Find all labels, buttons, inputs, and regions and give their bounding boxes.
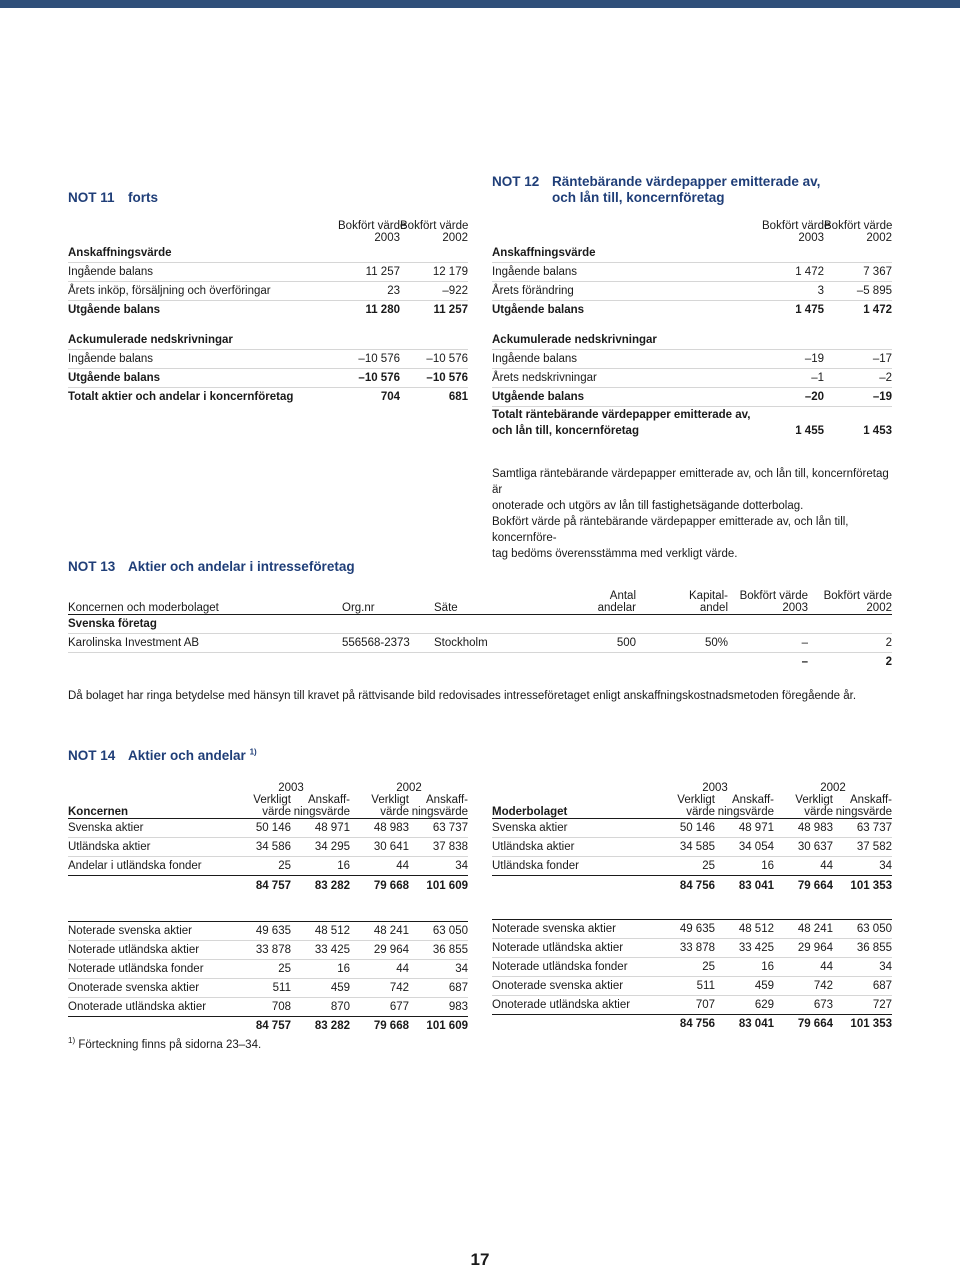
table-row: Onoterade utländska aktier 708 870 677 983 — [68, 998, 468, 1017]
paragraph-line: Bokfört värde på räntebärande värdepapper emitterade av, och lån till, koncernföre- — [492, 516, 849, 544]
col-header: Bokfört värde — [739, 590, 808, 602]
note12-title — [492, 174, 820, 206]
table-row: Utgående balans –20 –19 — [492, 388, 892, 407]
table-row: och lån till, koncernföretag 1 455 1 453 — [492, 425, 892, 437]
col-header: värde — [686, 806, 715, 818]
col-header: Verkligt — [253, 794, 291, 806]
note12-number: NOT 12 — [492, 174, 540, 189]
table-row: Årets nedskrivningar –1 –2 — [492, 369, 892, 388]
col-header: andelar — [597, 602, 636, 614]
note12-description — [492, 466, 892, 562]
table-row: Utgående balans –10 576 –10 576 — [68, 369, 468, 388]
col-header: Anskaff- — [732, 794, 774, 806]
page-number: 17 — [470, 1250, 490, 1269]
note14-koncernen-table — [68, 782, 468, 1053]
footnote-mark: 1) — [68, 1036, 76, 1046]
col-year: 2003 — [374, 232, 400, 244]
table-row: Årets inköp, försäljning och överföringar 23 –922 — [68, 282, 468, 301]
note13-number: NOT 13 — [68, 559, 116, 574]
col-header: Org.nr — [342, 602, 375, 614]
note14-title-sup: 1) — [249, 747, 257, 757]
col-header: Bokfört värde — [824, 220, 893, 232]
table-row: Ingående balans 1 472 7 367 — [492, 263, 892, 282]
col-header: 2003 — [782, 602, 808, 614]
table-row: Noterade utländska fonder 25 16 44 34 — [68, 960, 468, 979]
table-row: Karolinska Investment AB 556568-2373 Stockholm 500 50% – 2 — [68, 634, 892, 653]
table-row: Svenska aktier 50 146 48 971 48 983 63 737 — [68, 819, 468, 838]
note11-title — [68, 190, 158, 206]
table-row: – 2 — [801, 656, 892, 668]
col-header: andel — [699, 602, 728, 614]
note14-moderbolaget-table — [492, 782, 892, 1033]
note12-title-line: Räntebärande värdepapper emitterade av, — [552, 174, 821, 189]
table-row: Utländska aktier 34 585 34 054 30 637 37 582 — [492, 838, 892, 857]
paragraph-line: Samtliga räntebärande värdepapper emitterade av, och lån till, koncernföretag är — [492, 468, 889, 496]
table-row: Onoterade utländska aktier 707 629 673 727 — [492, 996, 892, 1015]
paragraph-line: tag bedöms överensstämma med verkligt värde. — [492, 548, 738, 560]
note14-footnote — [68, 1037, 468, 1053]
col-header: ningsvärde — [293, 806, 350, 818]
top-color-bar — [0, 0, 960, 8]
note12-table — [492, 220, 892, 439]
table-total-row: 84 757 83 282 79 668 101 609 — [255, 1020, 468, 1032]
table-row: Noterade svenska aktier 49 635 48 512 48 241 63 050 — [492, 920, 892, 939]
col-year: 2003 — [278, 782, 304, 794]
table-row: Årets förändring 3 –5 895 — [492, 282, 892, 301]
note13-title-text: Aktier och andelar i intresseföretag — [128, 559, 355, 574]
note11-title-text: forts — [128, 190, 158, 205]
table-row: Noterade svenska aktier 49 635 48 512 48 241 63 050 — [68, 922, 468, 941]
table-row: Totalt räntebärande värdepapper emitterade av, — [492, 409, 751, 421]
section-heading: Svenska företag — [68, 615, 342, 634]
section-heading: Anskaffningsvärde — [492, 244, 762, 263]
footnote-text: Förteckning finns på sidorna 23–34. — [78, 1039, 262, 1051]
note13-table — [68, 590, 892, 671]
table-row: Andelar i utländska fonder 25 16 44 34 — [68, 857, 468, 876]
col-header: Bokfört värde — [400, 220, 469, 232]
note13-title — [68, 559, 355, 575]
col-header: värde — [262, 806, 291, 818]
col-header: Verkligt — [677, 794, 715, 806]
col-header: Verkligt — [795, 794, 833, 806]
table-row: Svenska aktier 50 146 48 971 48 983 63 737 — [492, 819, 892, 838]
table-row: Ingående balans –10 576 –10 576 — [68, 350, 468, 369]
col-header: ningsvärde — [835, 806, 892, 818]
col-header: Verkligt — [371, 794, 409, 806]
col-header: Kapital- — [689, 590, 728, 602]
section-heading: Ackumulerade nedskrivningar — [492, 331, 762, 350]
table-row: Utgående balans 1 475 1 472 — [492, 304, 892, 316]
col-year: 2002 — [396, 782, 422, 794]
note14-number: NOT 14 — [68, 748, 116, 763]
note14-title-text: Aktier och andelar — [128, 748, 246, 763]
col-header: värde — [380, 806, 409, 818]
table-row: Onoterade svenska aktier 511 459 742 687 — [492, 977, 892, 996]
section-heading: Ackumulerade nedskrivningar — [68, 331, 338, 350]
table-row: Noterade utländska fonder 25 16 44 34 — [492, 958, 892, 977]
col-header: Koncernen och moderbolaget — [68, 602, 219, 614]
note14-title — [68, 748, 257, 764]
table-row: Onoterade svenska aktier 511 459 742 687 — [68, 979, 468, 998]
col-header: Bokfört värde — [823, 590, 892, 602]
col-year: 2002 — [820, 782, 846, 794]
col-header: Säte — [434, 602, 458, 614]
table-row: Noterade utländska aktier 33 878 33 425 29 964 36 855 — [68, 941, 468, 960]
table-header: Koncernen — [68, 806, 129, 818]
col-header: Anskaff- — [850, 794, 892, 806]
note11-table — [68, 220, 468, 406]
table-row: Utgående balans 11 280 11 257 — [68, 304, 468, 316]
col-year: 2003 — [702, 782, 728, 794]
col-header: Antal — [609, 590, 636, 602]
table-row: Ingående balans –19 –17 — [492, 350, 892, 369]
table-total-row: 84 757 83 282 79 668 101 609 — [255, 879, 468, 892]
paragraph-line: onoterade och utgörs av lån till fastighetsägande dotterbolag. — [492, 500, 804, 512]
table-total-row: 84 756 83 041 79 664 101 353 — [679, 1018, 892, 1030]
col-header: Bokfört värde — [762, 220, 831, 232]
table-header: Moderbolaget — [492, 806, 568, 818]
table-row: Ingående balans 11 257 12 179 — [68, 263, 468, 282]
table-row: Utländska fonder 25 16 44 34 — [492, 857, 892, 876]
col-year: 2002 — [866, 232, 892, 244]
col-header: Anskaff- — [426, 794, 468, 806]
table-total-row: 84 756 83 041 79 664 101 353 — [679, 879, 892, 892]
col-header: Bokfört värde — [338, 220, 407, 232]
col-header: Anskaff- — [308, 794, 350, 806]
note12-title-line: och lån till, koncernföretag — [552, 190, 725, 205]
col-year: 2003 — [798, 232, 824, 244]
col-year: 2002 — [442, 232, 468, 244]
col-header: ningsvärde — [411, 806, 468, 818]
col-header: 2002 — [866, 602, 892, 614]
note11-number: NOT 11 — [68, 190, 115, 205]
note13-footnote: Då bolaget har ringa betydelse med hänsyn till kravet på rättvisande bild redovisades intresseföretaget enligt anskaffningskostnadsmetoden föregående år. — [68, 690, 857, 702]
col-header: värde — [804, 806, 833, 818]
table-row: Utländska aktier 34 586 34 295 30 641 37 838 — [68, 838, 468, 857]
section-heading: Anskaffningsvärde — [68, 244, 338, 263]
table-row: Noterade utländska aktier 33 878 33 425 29 964 36 855 — [492, 939, 892, 958]
col-header: ningsvärde — [717, 806, 774, 818]
table-row: Totalt aktier och andelar i koncernföretag 704 681 — [68, 391, 468, 403]
